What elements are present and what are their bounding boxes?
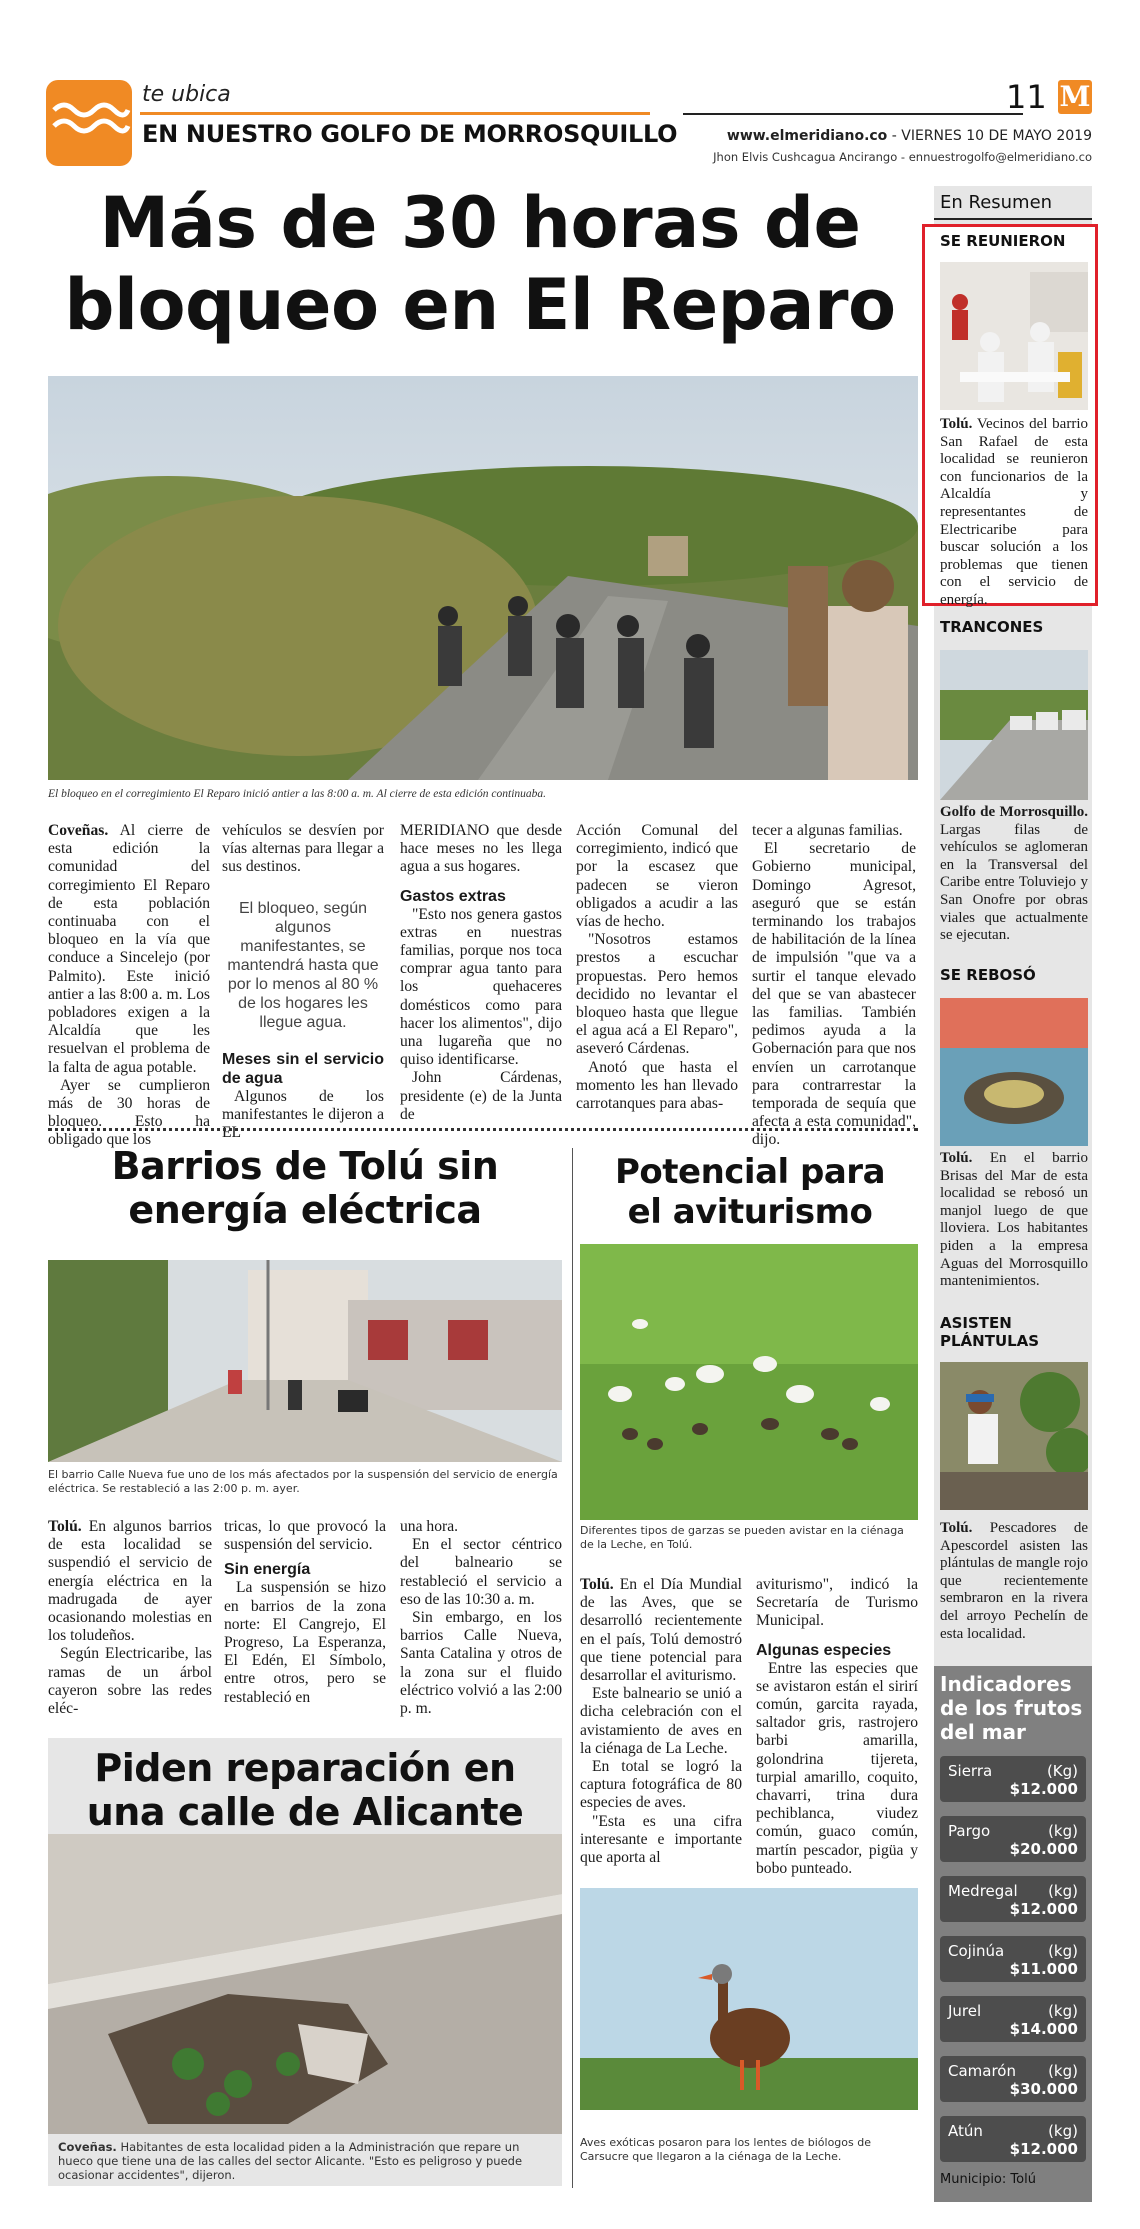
sidebar-item-4-text [940,1520,1088,1643]
sidebar-item-3-heading: SE REBOSÓ [940,966,1036,984]
main-col1-p1: Al cierre de esta edición la comunidad del corregimiento El Reparo de esta población continuaba con el bloqueo en la vía que conduce a Sincelejo (por Palmito). Este inició antier a las 8:00 a. m. Los pobladores exigen a la Alcaldía que les resuelvan el problema de la falta de agua potable. [48,822,210,1076]
barrios-col3-p1: una hora. [400,1518,459,1535]
aviturismo-col2-subhead: Algunas especies [756,1641,892,1659]
barrios-col1-p1: En algunos barrios de esta localidad se suspendió el servicio de energía eléctrica en la madrugada de ayer ocasionando molestias en los toludeños. [48,1518,212,1645]
sidebar-photo-meeting [940,262,1088,410]
main-col2-subhead: Meses sin el servicio de agua [222,1050,384,1087]
indicator-price: $14.000 [1009,2020,1078,2038]
barrios-headline [48,1144,562,1232]
indicator-unit: (kg) [1048,1942,1078,1960]
sidebar-item-1-lead: Tolú. [940,416,973,432]
aviturismo-col2-p1: aviturismo", indicó la Secretaría de Turismo Municipal. [756,1576,918,1630]
section-big-title: EN NUESTRO GOLFO DE MORROSQUILLO [142,120,678,148]
alicante-caption-lead: Coveñas. [58,2140,117,2154]
indicator-unit: (Kg) [1046,1762,1078,1780]
indicator-name: Camarón [948,2062,1016,2080]
sidebar-item-3-lead: Tolú. [940,1150,973,1166]
indicator-name: Jurel [948,2002,982,2020]
main-col4-p1: Acción Comunal del corregimiento, indicó que por la escasez que padecen se vieron obligados a acudir a las vías de hecho. [576,822,738,931]
indicator-atun [940,2116,1086,2162]
sidebar-item-1-text [940,416,1088,610]
indicator-unit: (kg) [1048,1882,1078,1900]
section-small-title: te ubica [142,82,231,107]
main-col3-subhead: Gastos extras [400,887,506,905]
column-divider [572,1148,573,2188]
main-col3-p3: John Cárdenas, presidente (e) de la Junta de [400,1069,562,1123]
barrios-photo-caption: El barrio Calle Nueva fue uno de los más afectados por la suspensión del servicio de energía eléctrica. Se restableció a las 2:00 p. m. ayer. [48,1468,558,1495]
indicator-cojinua [940,1936,1086,1982]
sidebar-item-4-body: Pescadores de Apescordel asisten las plántulas de mangle rojo que recientemente sembraron en la rivera del arroyo Pechelín de esta localidad. [940,1520,1088,1642]
sidebar-item-3-text [940,1150,1088,1291]
aviturismo-col1-p2: Este balneario se unió a dicha celebración con el avistamiento de aves en la ciénaga de La Leche. [580,1685,742,1757]
main-col-3 [400,822,562,1124]
barrios-photo-street [48,1260,562,1462]
page-number: 11 [1006,78,1047,116]
sidebar-item-1-heading: SE REUNIERON [940,232,1066,250]
main-photo-caption: El bloqueo en el corregimiento El Reparo inició antier a las 8:00 a. m. Al cierre de esta edición continuaba. [48,788,547,800]
main-col1-p2: Ayer se cumplieron más de 30 horas de bloqueo. Esto ha obligado que los [48,1076,210,1149]
sidebar-item-2-body: Largas filas de vehículos se aglomeran en la Transversal del Caribe entre Toluviejo y San Onofre por obras viales que actualmente se ejecutan. [940,821,1088,944]
sidebar-item-3-body: En el barrio Brisas del Mar de esta localidad se rebosó un manjol luego de que lloviera. Los habitantes piden a la empresa Aguas del Morrosquillo mantenimientos. [940,1150,1088,1290]
indicator-price: $12.000 [1009,1780,1078,1798]
aviturismo-col2-p2: Entre las especies que se avistaron están el sirirí común, garcita rayada, saltador gris, rastrojero barbi amarilla, golondrina tijereta, turpial amarillo, coquito, chavarri, trina dura pechiblanca, viudez común, guaco común, martín pescador, pigüa y bobo punteado. [756,1659,918,1877]
main-col5-p2: El secretario de Gobierno municipal, Domingo Agresot, aseguró que se están terminando los trabajos de habilitación de la línea de impulsión "que va a surtir el tanque elevado del que se van abastecer las familias. También pedimos ayuda a la Gobernación para que nos envíen un carrotanque para contrarrestar la temporada de sequía que afecta a esta comunidad", dijo. [752,840,916,1149]
alicante-headline-line2: una calle de Alicante [86,1790,524,1834]
barrios-col3-p2: En el sector céntrico del balneario se restableció el servicio a eso de las 10:30 a. m. [400,1536,562,1608]
aviturismo-lead: Tolú. [580,1576,614,1593]
indicator-medregal [940,1876,1086,1922]
indicator-unit: (kg) [1048,2062,1078,2080]
aviturismo-col-2 [756,1576,918,1878]
sidebar-photo-manhole [940,998,1088,1146]
barrios-col1-p2: Según Electricaribe, las ramas de un árbol cayeron sobre las redes eléc- [48,1645,212,1718]
indicator-price: $12.000 [1009,1900,1078,1918]
indicator-unit: (kg) [1048,2002,1078,2020]
main-col-4 [576,822,738,1113]
indicator-name: Pargo [948,1822,991,1840]
section-logo [46,80,132,166]
aviturismo-photo-herons [580,1244,918,1520]
main-col2-p1: vehículos se desvíen por vías alternas para llegar a sus destinos. [222,822,384,876]
sidebar-item-1-body: Vecinos del barrio San Rafael de esta localidad se reunieron con funcionarios de la Alcaldía y representantes de Electricaribe para buscar solución a los problemas que tienen con el servicio de energía. [940,416,1088,608]
indicator-unit: (kg) [1048,1822,1078,1840]
main-headline [40,182,920,346]
barrios-lead: Tolú. [48,1518,82,1535]
aviturismo-col-1 [580,1576,742,1867]
sidebar-item-4-heading: ASISTEN PLÁNTULAS [940,1314,1040,1350]
main-col-2 [222,822,384,1142]
barrios-headline-line1: Barrios de Tolú sin [111,1144,499,1188]
aviturismo-headline-line1: Potencial para [614,1152,886,1192]
main-col-1 [48,822,210,1150]
byline: Jhon Elvis Cushcagua Ancirango - ennuestrogolfo@elmeridiano.co [713,150,1092,164]
meridiano-logo [1058,80,1092,114]
aviturismo-col1-p1: En el Día Mundial de las Aves, que se desarrolló recientemente en el país, Tolú demostró que tiene potencial para desarrollar el aviturismo. [580,1576,742,1685]
logo-letter: M [1059,80,1091,113]
main-headline-line2: bloqueo en El Reparo [64,264,896,346]
waves-icon [46,80,132,166]
header-rule [683,113,1023,115]
indicator-name: Medregal [948,1882,1018,1900]
sidebar-item-4-lead: Tolú. [940,1520,973,1536]
indicator-sierra [940,1756,1086,1802]
indicator-jurel [940,1996,1086,2042]
indicator-name: Cojinúa [948,1942,1005,1960]
aviturismo-headline-line2: el aviturismo [627,1192,873,1232]
main-col4-p3: Anotó que hasta el momento les han llevado carrotanques para abas- [576,1058,738,1113]
indicator-pargo [940,1816,1086,1862]
sidebar-photo-traffic [940,650,1088,800]
section-divider [48,1128,918,1131]
indicator-price: $20.000 [1009,1840,1078,1858]
indicators-municipio: Municipio: Tolú [940,2172,1036,2187]
issue-date: - VIERNES 10 DE MAYO 2019 [891,128,1092,144]
pull-quote: El bloqueo, según algunos manifestantes, se mantendrá hasta que por lo menos al 80 % de los hogares les llegue agua. [227,899,379,1031]
barrios-col3-p3: Sin embargo, en los barrios Calle Nueva, Santa Catalina y otros de la zona sur el fluido eléctrico volvió a las 2:00 p. m. [400,1609,562,1718]
alicante-photo-pothole [48,1834,562,2134]
indicator-unit: (kg) [1048,2122,1078,2140]
main-headline-line1: Más de 30 horas de [99,182,861,264]
main-col3-p2: "Esto nos genera gastos extras en nuestras familias, porque nos toca comprar agua tanto para los quehaceres domésticos como para hacer los alimentos", dijo una lugareña que no quiso identificarse. [400,905,562,1069]
barrios-col2-p2: La suspensión se hizo en barrios de la zona norte: El Cangrejo, El Progreso, La Esperanza, El Edén, El Símbolo, entre otros, pero se restableció en [224,1579,386,1706]
aviturismo-caption-1: Diferentes tipos de garzas se pueden avistar en la ciénaga de la Leche, en Tolú. [580,1524,904,1551]
alicante-caption-text: Habitantes de esta localidad piden a la Administración que repare un hueco que tiene una de las calles del sector Alicante. "Esto es peligroso y puede ocasionar accidentes", dijeron. [58,2140,523,2182]
barrios-col2-subhead: Sin energía [224,1561,311,1579]
aviturismo-caption-2: Aves exóticas posaron para los lentes de biólogos de Carsucre que llegaron a la ciénaga de la Leche. [580,2136,872,2163]
indicator-price: $11.000 [1009,1960,1078,1978]
main-col2-p2: Algunos de los manifestantes le dijeron a EL [222,1087,384,1142]
indicator-price: $12.000 [1009,2140,1078,2158]
section-orange-rule [140,112,650,115]
indicator-price: $30.000 [1009,2080,1078,2098]
main-lead: Coveñas. [48,822,109,839]
aviturismo-col1-p4: "Esta es una cifra interesante e importante que aporta al [580,1812,742,1867]
sidebar-item-2-lead: Golfo de Morrosquillo. [940,804,1088,820]
site-url[interactable]: www.elmeridiano.co [726,128,888,144]
sidebar-photo-mangrove [940,1362,1088,1510]
barrios-headline-line2: energía eléctrica [128,1188,482,1232]
main-photo-roadblock [48,376,918,780]
indicator-name: Sierra [948,1762,993,1780]
aviturismo-photo-duck [580,1888,918,2110]
barrios-col2-p1: tricas, lo que provocó la suspensión del servicio. [224,1518,386,1554]
barrios-col-3 [400,1518,562,1718]
aviturismo-col1-p3: En total se logró la captura fotográfica de 80 especies de aves. [580,1758,742,1812]
barrios-col-2 [224,1518,386,1707]
sidebar-item-2-text [940,804,1088,945]
site-date [727,128,1092,144]
sidebar-title-rule [934,218,1092,220]
main-col3-p1: MERIDIANO que desde hace meses no les llega agua a sus hogares. [400,822,562,876]
sidebar-item-2-heading: TRANCONES [940,618,1044,636]
aviturismo-headline [580,1152,920,1232]
alicante-headline-line1: Piden reparación en [94,1746,516,1790]
sidebar-title: En Resumen [940,192,1053,213]
indicators-title: Indicadores de los frutos del mar [940,1672,1083,1744]
barrios-col-1 [48,1518,212,1718]
alicante-caption [58,2140,554,2182]
main-col5-p1: tecer a algunas familias. [752,822,903,839]
alicante-headline [48,1746,562,1834]
indicator-name: Atún [948,2122,983,2140]
main-col4-p2: "Nosotros estamos prestos a escuchar propuestas. Pero hemos decidido no levantar el bloqueo hasta que llegue el agua acá a El Reparo", aseveró Cárdenas. [576,931,738,1058]
indicator-camaron [940,2056,1086,2102]
main-col-5 [752,822,916,1150]
